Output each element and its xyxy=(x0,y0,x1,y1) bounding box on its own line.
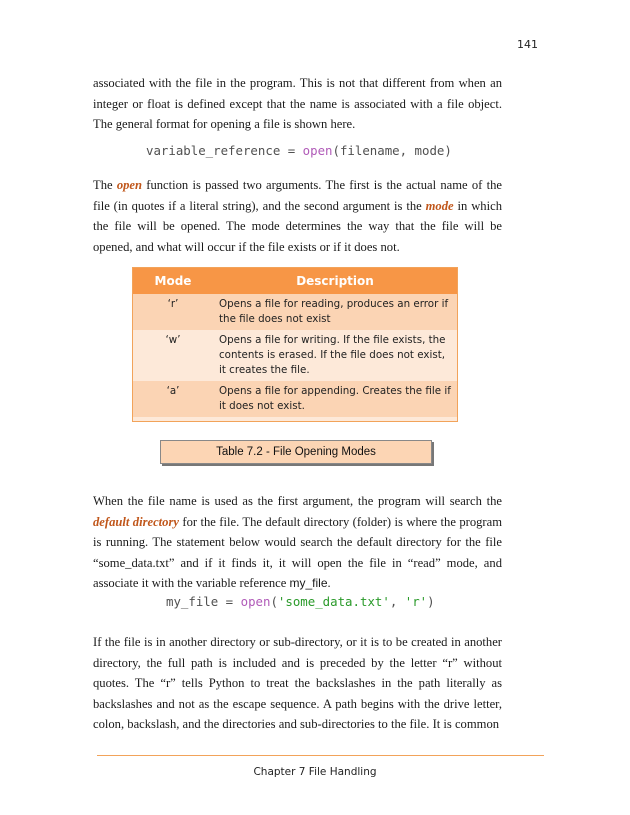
table-caption: Table 7.2 - File Opening Modes xyxy=(160,440,432,464)
mode-cell: ‘a’ xyxy=(133,381,214,417)
page-number: 141 xyxy=(517,38,538,51)
table-row xyxy=(133,330,458,381)
code-lhs: my_file = xyxy=(166,594,241,609)
table-row xyxy=(133,294,458,330)
code-function-name: open xyxy=(240,594,271,609)
description-cell: Opens a file for appending. Creates the file if it does not exist. xyxy=(213,381,458,417)
table-row xyxy=(133,381,458,417)
description-cell: Opens a file for writing. If the file exists, the contents is erased. If the file does not exist, it creates the file. xyxy=(213,330,458,381)
code-open-syntax xyxy=(146,143,452,158)
footer-chapter-title: Chapter 7 File Handling xyxy=(253,766,377,778)
header-description: Description xyxy=(213,268,458,295)
paragraph-path: If the file is in another directory or sub-directory, or it is to be created in another directory, the full path is included and is preceded by the letter “r” without quotes. The “r” tells Python to treat the backslashes in the path literally as backslashes and not as the escape sequence. A path begins with the drive letter, colon, backslash, and the directories and sub-directories to the file. It is common xyxy=(93,635,502,731)
code-function-name: open xyxy=(302,143,333,158)
code-args: (filename, mode) xyxy=(332,143,452,158)
code-open-example xyxy=(166,594,435,609)
code-string-filename: 'some_data.txt' xyxy=(277,594,390,609)
keyword-default-directory: default directory xyxy=(93,514,179,529)
footer-divider xyxy=(97,755,544,756)
text-run: When the file name is used as the first argument, the program will search the xyxy=(93,494,502,508)
table-row-spacer xyxy=(133,417,458,422)
text-run: The xyxy=(93,178,117,192)
description-cell: Opens a file for reading, produces an error if the file does not exist xyxy=(213,294,458,330)
keyword-open: open xyxy=(116,178,143,192)
text-run: . xyxy=(327,576,331,590)
code-lhs: variable_reference = xyxy=(146,143,303,158)
paragraph-default-directory xyxy=(93,491,502,594)
text-run: function is passed two arguments. The first is the actual name of the file (in quotes if a literal string), and the second argument is the xyxy=(93,178,503,213)
mode-cell: ‘r’ xyxy=(133,294,214,330)
variable-name: my_file xyxy=(289,576,328,590)
paragraph-open-function xyxy=(93,175,502,257)
code-paren: ( xyxy=(270,594,278,609)
header-mode: Mode xyxy=(133,268,214,295)
text-run: in which the file will be opened. The mode determines the way that the file will be opened, and what will occur if the file exists or if it does not. xyxy=(93,198,502,254)
keyword-mode: mode xyxy=(425,198,454,213)
table-header-row xyxy=(133,268,458,295)
code-string-mode: 'r' xyxy=(404,594,428,609)
file-modes-table xyxy=(132,267,458,422)
mode-cell: ‘w’ xyxy=(133,330,214,381)
paragraph-intro: associated with the file in the program. This is not that different from when an integer or float is defined except that the name is associated with a file object. The general format for opening a file is shown here. xyxy=(93,76,502,131)
code-paren: ) xyxy=(427,594,435,609)
text-run: for the file. The default directory (folder) is where the program is running. The statement below would search the default directory for the file “some_data.txt” and if it finds it, it will open the file in “read” mode, and associate it with the variable reference xyxy=(93,514,502,590)
code-comma: , xyxy=(389,594,405,609)
